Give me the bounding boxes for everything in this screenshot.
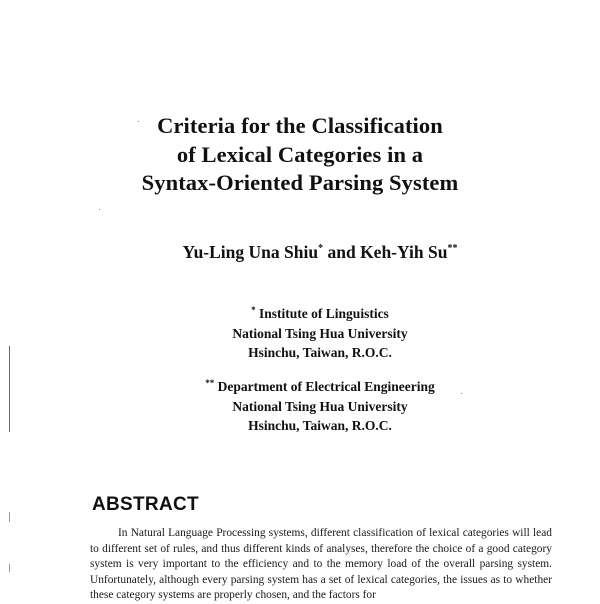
author-name: Keh-Yih Su: [360, 242, 448, 262]
affiliation-line: National Tsing Hua University: [232, 398, 408, 414]
title-line: of Lexical Categories in a: [176, 141, 424, 167]
affiliation-block: [0, 377, 600, 436]
scan-speck: [138, 121, 139, 122]
affiliation-line: Hsinchu, Taiwan, R.O.C.: [248, 418, 392, 433]
affiliation-mark: **: [205, 378, 215, 388]
affiliation-mark: *: [251, 305, 256, 315]
author-line: [0, 241, 600, 263]
affiliation-line: Hsinchu, Taiwan, R.O.C.: [248, 345, 392, 360]
scan-artifact-line: [9, 346, 10, 432]
scan-artifact-line: [9, 512, 10, 522]
author-name: Yu-Ling Una Shiu: [182, 242, 319, 262]
affiliation-block: [0, 304, 600, 363]
author-affiliation-mark: *: [318, 243, 324, 254]
affiliation-line: Department of Electrical Engineering: [217, 379, 435, 394]
title-line: Syntax-Oriented Parsing System: [141, 170, 459, 195]
abstract-body: In Natural Language Processing systems, different classification of lexical categories will lead to different set of rules, and thus different kinds of analyses, therefore the choice of a good category system is very important to the efficiency and to the memory load of the overall parsing system. Unfortunately, although every parsing system has a set of lexical categories, the issues as to whether these category systems are properly chosen, and the factors for: [90, 527, 552, 602]
title-line: Criteria for the Classification: [157, 113, 443, 138]
abstract-heading: ABSTRACT: [92, 494, 199, 515]
author-conjunction: and: [327, 242, 356, 262]
affiliation-line: National Tsing Hua University: [232, 325, 408, 341]
author-affiliation-mark: **: [447, 243, 458, 254]
scan-speck: [99, 209, 100, 210]
paper-title: [0, 112, 600, 198]
scan-artifact-line: [9, 564, 10, 572]
affiliation-line: Institute of Linguistics: [259, 306, 389, 321]
scan-speck: [461, 393, 462, 394]
